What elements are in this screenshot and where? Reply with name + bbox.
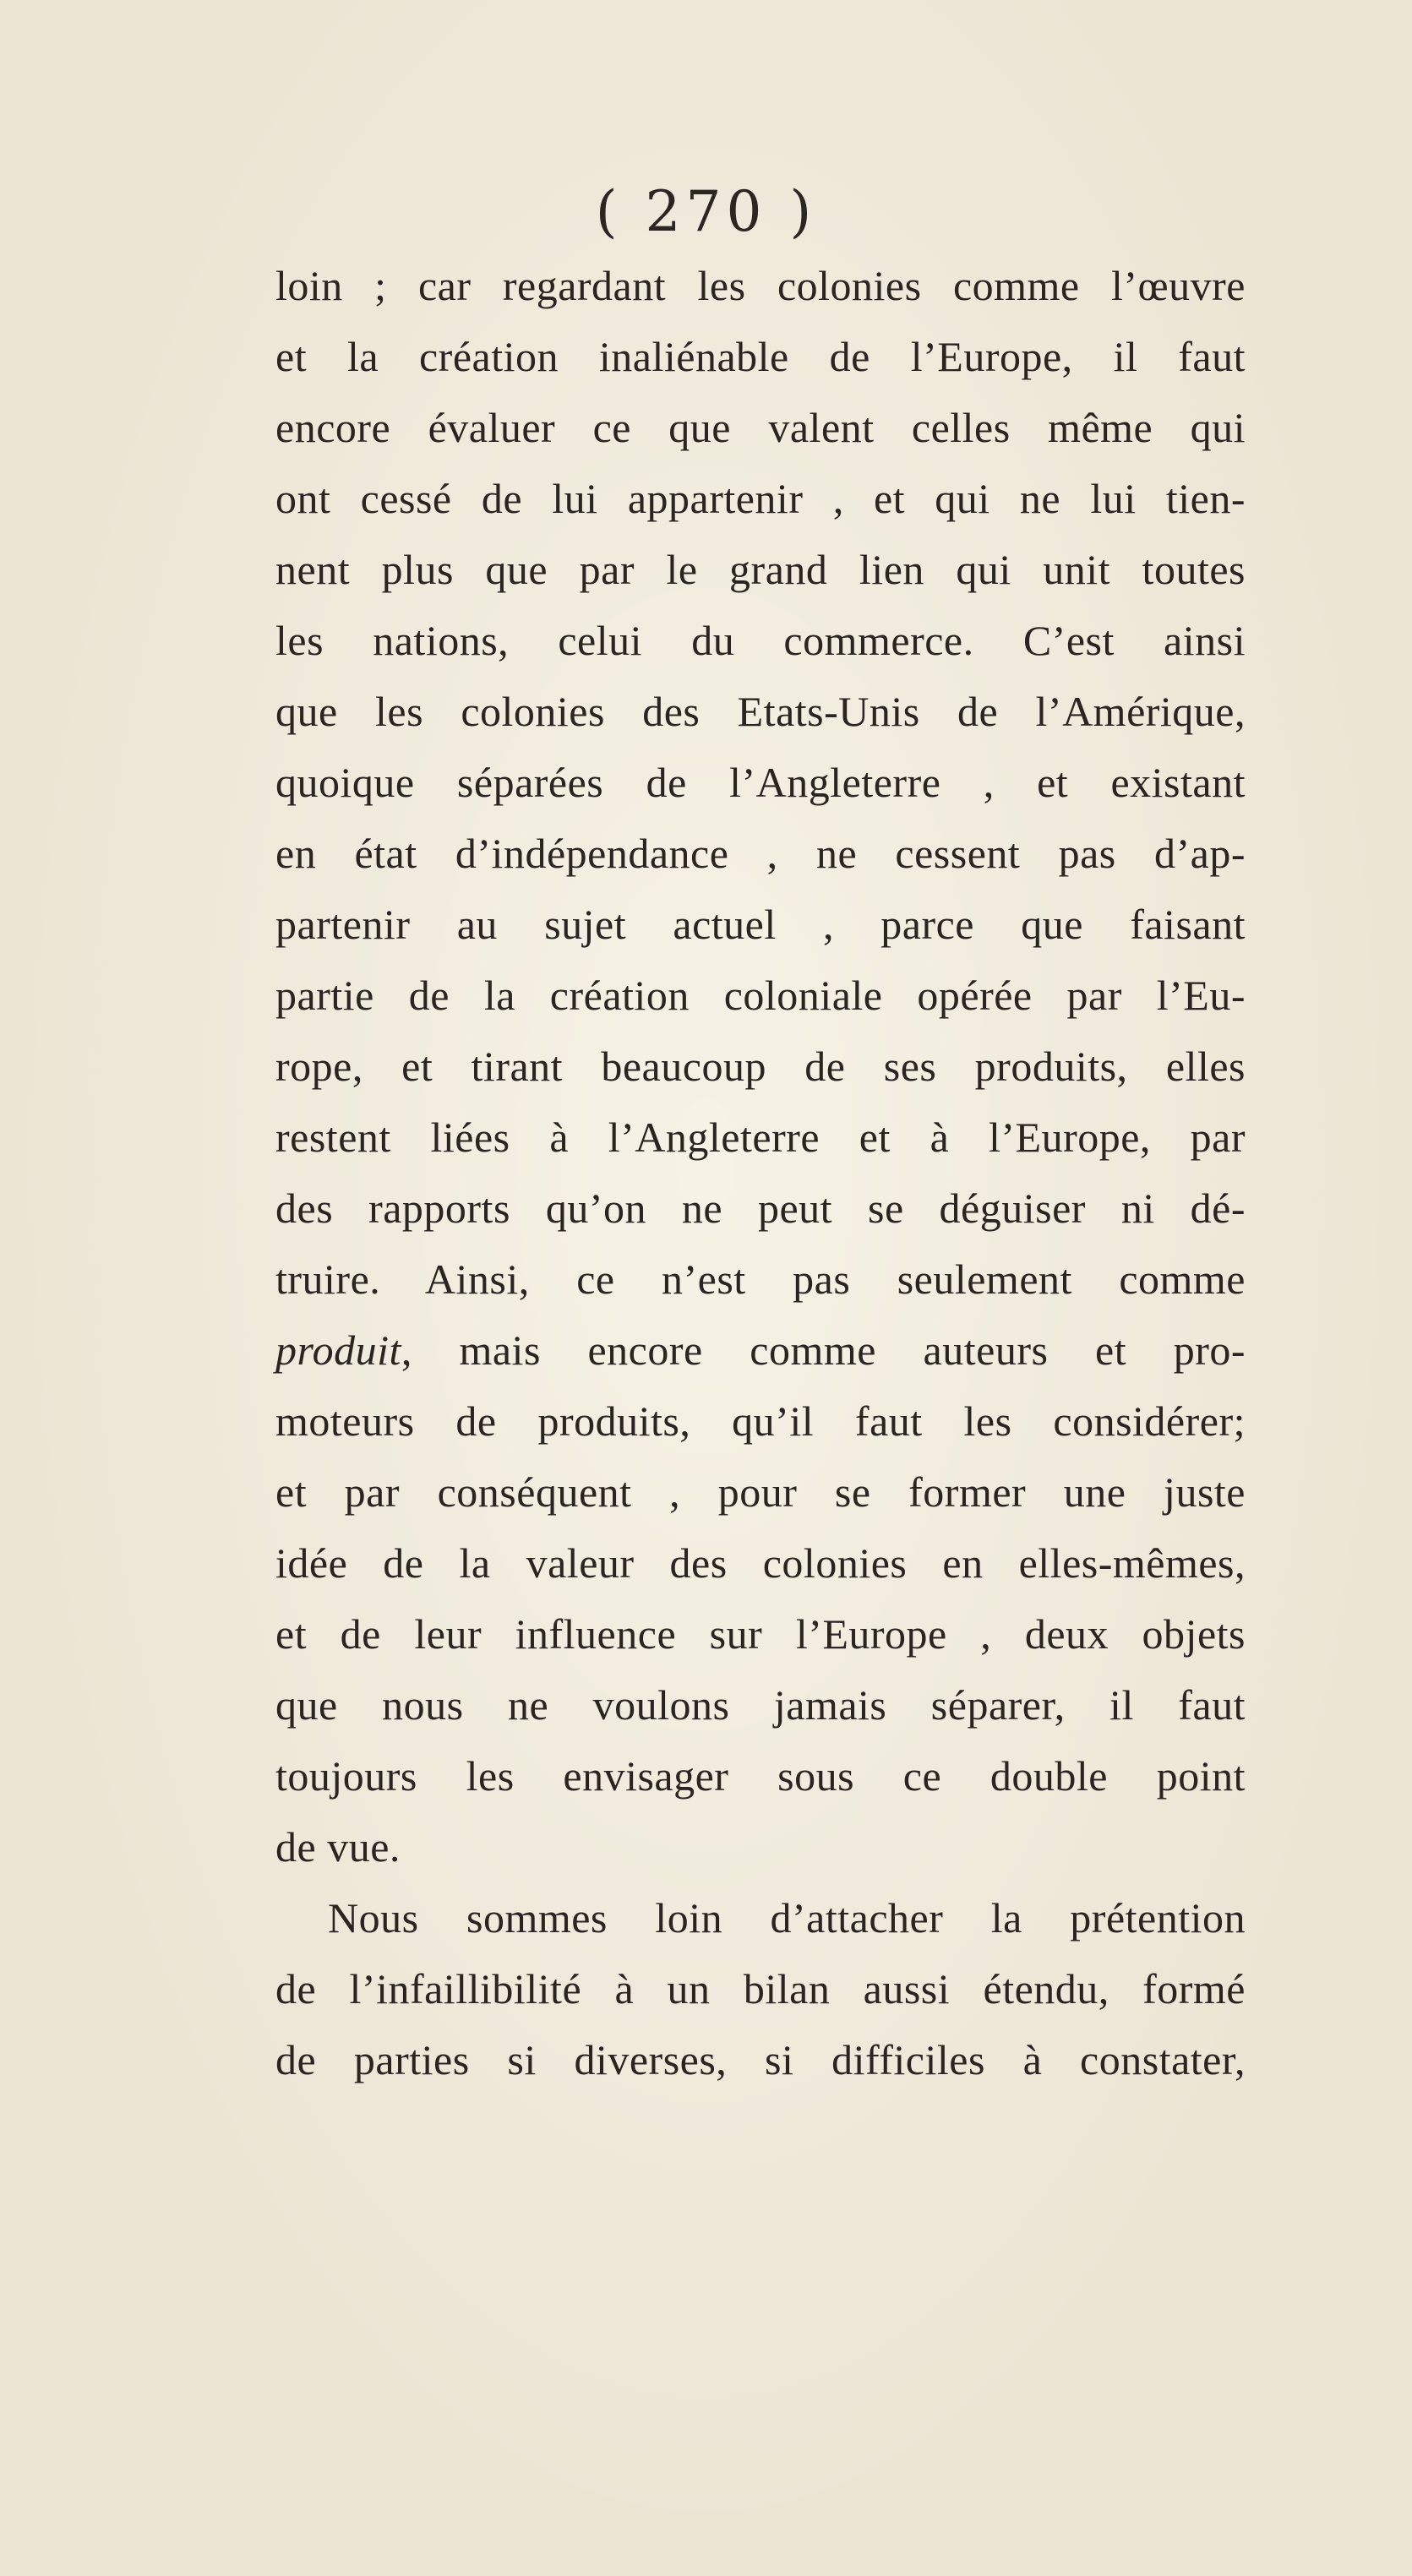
text-line: quoique séparées de l’Angleterre , et existant: [275, 759, 1246, 806]
page-number: ( 270 ): [595, 179, 817, 244]
text-line: encore évaluer ce que valent celles même qui: [275, 404, 1246, 451]
text-line: les nations, celui du commerce. C’est ainsi: [275, 617, 1246, 664]
body-text: [275, 250, 1246, 2095]
text-line: que nous ne voulons jamais séparer, il faut: [275, 1681, 1246, 1729]
text-line: moteurs de produits, qu’il faut les considérer;: [275, 1397, 1246, 1445]
paragraph-1: [275, 250, 1246, 1882]
text-line: toujours les envisager sous ce double point: [275, 1752, 1246, 1800]
text-line: rope, et tirant beaucoup de ses produits, elles: [275, 1043, 1246, 1090]
text-line-mixed: [275, 1315, 1246, 1386]
text-line: et par conséquent , pour se former une juste: [275, 1468, 1246, 1516]
text-line: truire. Ainsi, ce n’est pas seulement comme: [275, 1255, 1246, 1303]
text-line: idée de la valeur des colonies en elles-mêmes,: [275, 1539, 1246, 1587]
text-line: restent liées à l’Angleterre et à l’Europe, par: [275, 1114, 1246, 1161]
italic-word: produit: [275, 1326, 401, 1374]
text-line: que les colonies des Etats-Unis de l’Amérique,: [275, 688, 1246, 735]
text-line: de parties si diverses, si difficiles à constater,: [275, 2036, 1246, 2083]
text-line: de vue.: [275, 1823, 401, 1871]
text-line: partie de la création coloniale opérée par l’Eu-: [275, 972, 1246, 1019]
text-line: de l’infaillibilité à un bilan aussi étendu, formé: [275, 1965, 1246, 2012]
text-line: ont cessé de lui appartenir , et qui ne lui tien-: [275, 475, 1246, 522]
text-line: des rapports qu’on ne peut se déguiser ni dé-: [275, 1185, 1246, 1232]
text-line: Nous sommes loin d’attacher la prétention: [328, 1894, 1246, 1942]
text-segment: , mais encore comme auteurs et pro-: [401, 1326, 1246, 1374]
text-line: et la création inaliénable de l’Europe, il faut: [275, 333, 1246, 380]
text-line: et de leur influence sur l’Europe , deux objets: [275, 1610, 1246, 1658]
text-line: partenir au sujet actuel , parce que faisant: [275, 901, 1246, 948]
text-line: en état d’indépendance , ne cessent pas d’ap-: [275, 830, 1246, 877]
text-line: nent plus que par le grand lien qui unit toutes: [275, 546, 1246, 593]
text-line: loin ; car regardant les colonies comme l’œuvre: [275, 262, 1246, 309]
paragraph-2: [275, 1882, 1246, 2095]
